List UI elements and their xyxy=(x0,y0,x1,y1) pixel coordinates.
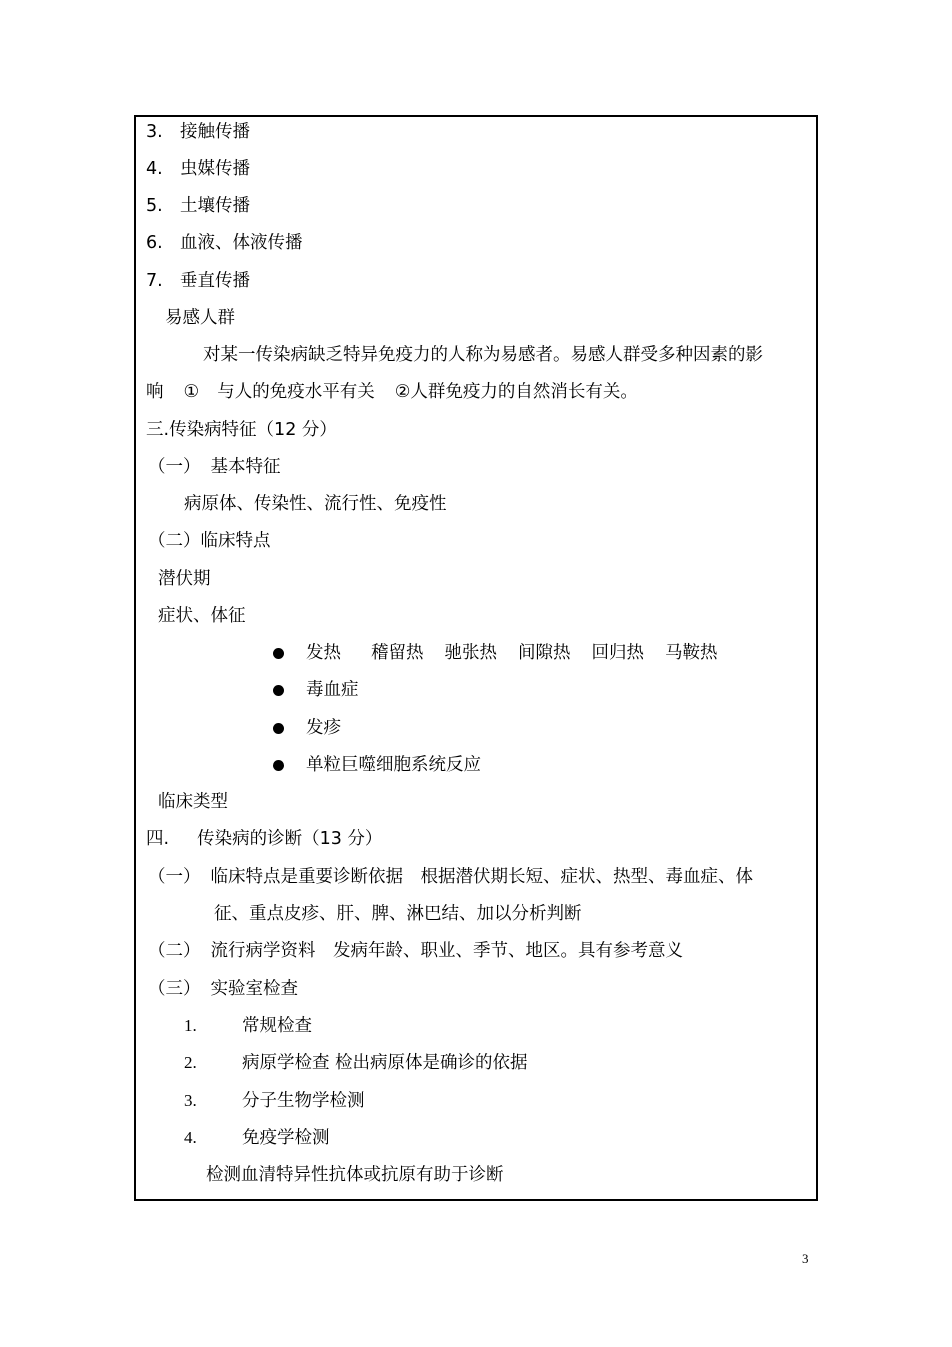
subsection-label: （一） xyxy=(148,457,201,477)
diagnosis-item-continued: 征、重点皮疹、肝、脾、淋巴结、加以分析判断 xyxy=(214,904,582,924)
fever-type: 回归热 xyxy=(591,643,644,663)
text-fragment: ① xyxy=(183,382,200,402)
section-title-text: 传染病的诊断（13 分） xyxy=(197,829,383,849)
fever-type: 驰张热 xyxy=(444,643,497,663)
item-number: 6. xyxy=(146,233,163,253)
item-text: 流行病学资料 发病年龄、职业、季节、地区。具有参考意义 xyxy=(210,941,683,961)
text-fragment: 响 xyxy=(146,382,164,402)
diagnosis-item xyxy=(148,865,753,889)
section-title: 三.传染病特征（12 分） xyxy=(146,420,337,440)
item-text: 土壤传播 xyxy=(180,196,250,216)
item-number: 2. xyxy=(184,1053,197,1072)
item-number: 3. xyxy=(184,1091,197,1110)
lab-item xyxy=(184,1051,528,1075)
item-text: 血液、体液传播 xyxy=(180,233,303,253)
section-title xyxy=(146,827,382,851)
lab-item xyxy=(184,1089,365,1113)
fever-type: 发热 xyxy=(306,643,341,663)
section-number: 四. xyxy=(146,829,170,849)
lab-item xyxy=(184,1014,312,1038)
diagnosis-item xyxy=(148,939,683,963)
subsection-heading: （二）临床特点 xyxy=(148,531,271,551)
bullet-icon xyxy=(273,760,284,771)
section-heading: 易感人群 xyxy=(165,308,235,328)
subsection-heading xyxy=(148,455,281,479)
content-frame xyxy=(134,115,818,1201)
bullet-icon xyxy=(273,685,284,696)
item-text: 实验室检查 xyxy=(210,979,298,999)
item-label: （一） xyxy=(148,867,201,887)
bullet-icon xyxy=(273,723,284,734)
item-heading: 临床类型 xyxy=(158,792,228,812)
text-fragment: ②人群免疫力的自然消长有关。 xyxy=(394,382,638,402)
item-text: 病原学检查 检出病原体是确诊的依据 xyxy=(242,1053,528,1073)
diagnosis-item xyxy=(148,977,298,1001)
paragraph-line: 对某一传染病缺乏特异免疫力的人称为易感者。易感人群受多种因素的影 xyxy=(203,345,763,365)
item-text: 接触传播 xyxy=(180,122,250,142)
bullet-text xyxy=(306,641,718,665)
list-item xyxy=(146,231,303,255)
item-text: 临床特点是重要诊断依据 根据潜伏期长短、症状、热型、毒血症、体 xyxy=(210,867,753,887)
bullet-text: 单粒巨噬细胞系统反应 xyxy=(306,755,481,775)
paragraph-line: 检测血清特异性抗体或抗原有助于诊断 xyxy=(206,1165,504,1185)
item-text: 常规检查 xyxy=(242,1016,312,1036)
item-heading: 潜伏期 xyxy=(158,569,211,589)
item-text: 分子生物学检测 xyxy=(242,1091,365,1111)
bullet-text: 毒血症 xyxy=(306,680,359,700)
lab-item xyxy=(184,1126,330,1150)
item-number: 4. xyxy=(184,1128,197,1147)
text-fragment: 与人的免疫水平有关 xyxy=(217,382,375,402)
subsection-text: 基本特征 xyxy=(210,457,281,477)
item-label: （三） xyxy=(148,979,201,999)
list-item xyxy=(146,120,250,144)
paragraph-line xyxy=(146,380,638,404)
list-item xyxy=(146,269,250,293)
list-item xyxy=(146,157,250,181)
item-number: 7. xyxy=(146,271,163,291)
item-heading: 症状、体征 xyxy=(158,606,246,626)
bullet-icon xyxy=(273,648,284,659)
item-text: 免疫学检测 xyxy=(242,1128,330,1148)
item-number: 1. xyxy=(184,1016,197,1035)
item-text: 垂直传播 xyxy=(180,271,250,291)
item-number: 5. xyxy=(146,196,163,216)
item-text: 虫媒传播 xyxy=(180,159,250,179)
page-number: 3 xyxy=(802,1251,809,1266)
fever-type: 马鞍热 xyxy=(665,643,718,663)
item-label: （二） xyxy=(148,941,201,961)
paragraph-line: 病原体、传染性、流行性、免疫性 xyxy=(184,494,447,514)
item-number: 3. xyxy=(146,122,163,142)
item-number: 4. xyxy=(146,159,163,179)
fever-type: 间隙热 xyxy=(518,643,571,663)
bullet-text: 发疹 xyxy=(306,718,341,738)
list-item xyxy=(146,194,250,218)
fever-type: 稽留热 xyxy=(371,643,424,663)
